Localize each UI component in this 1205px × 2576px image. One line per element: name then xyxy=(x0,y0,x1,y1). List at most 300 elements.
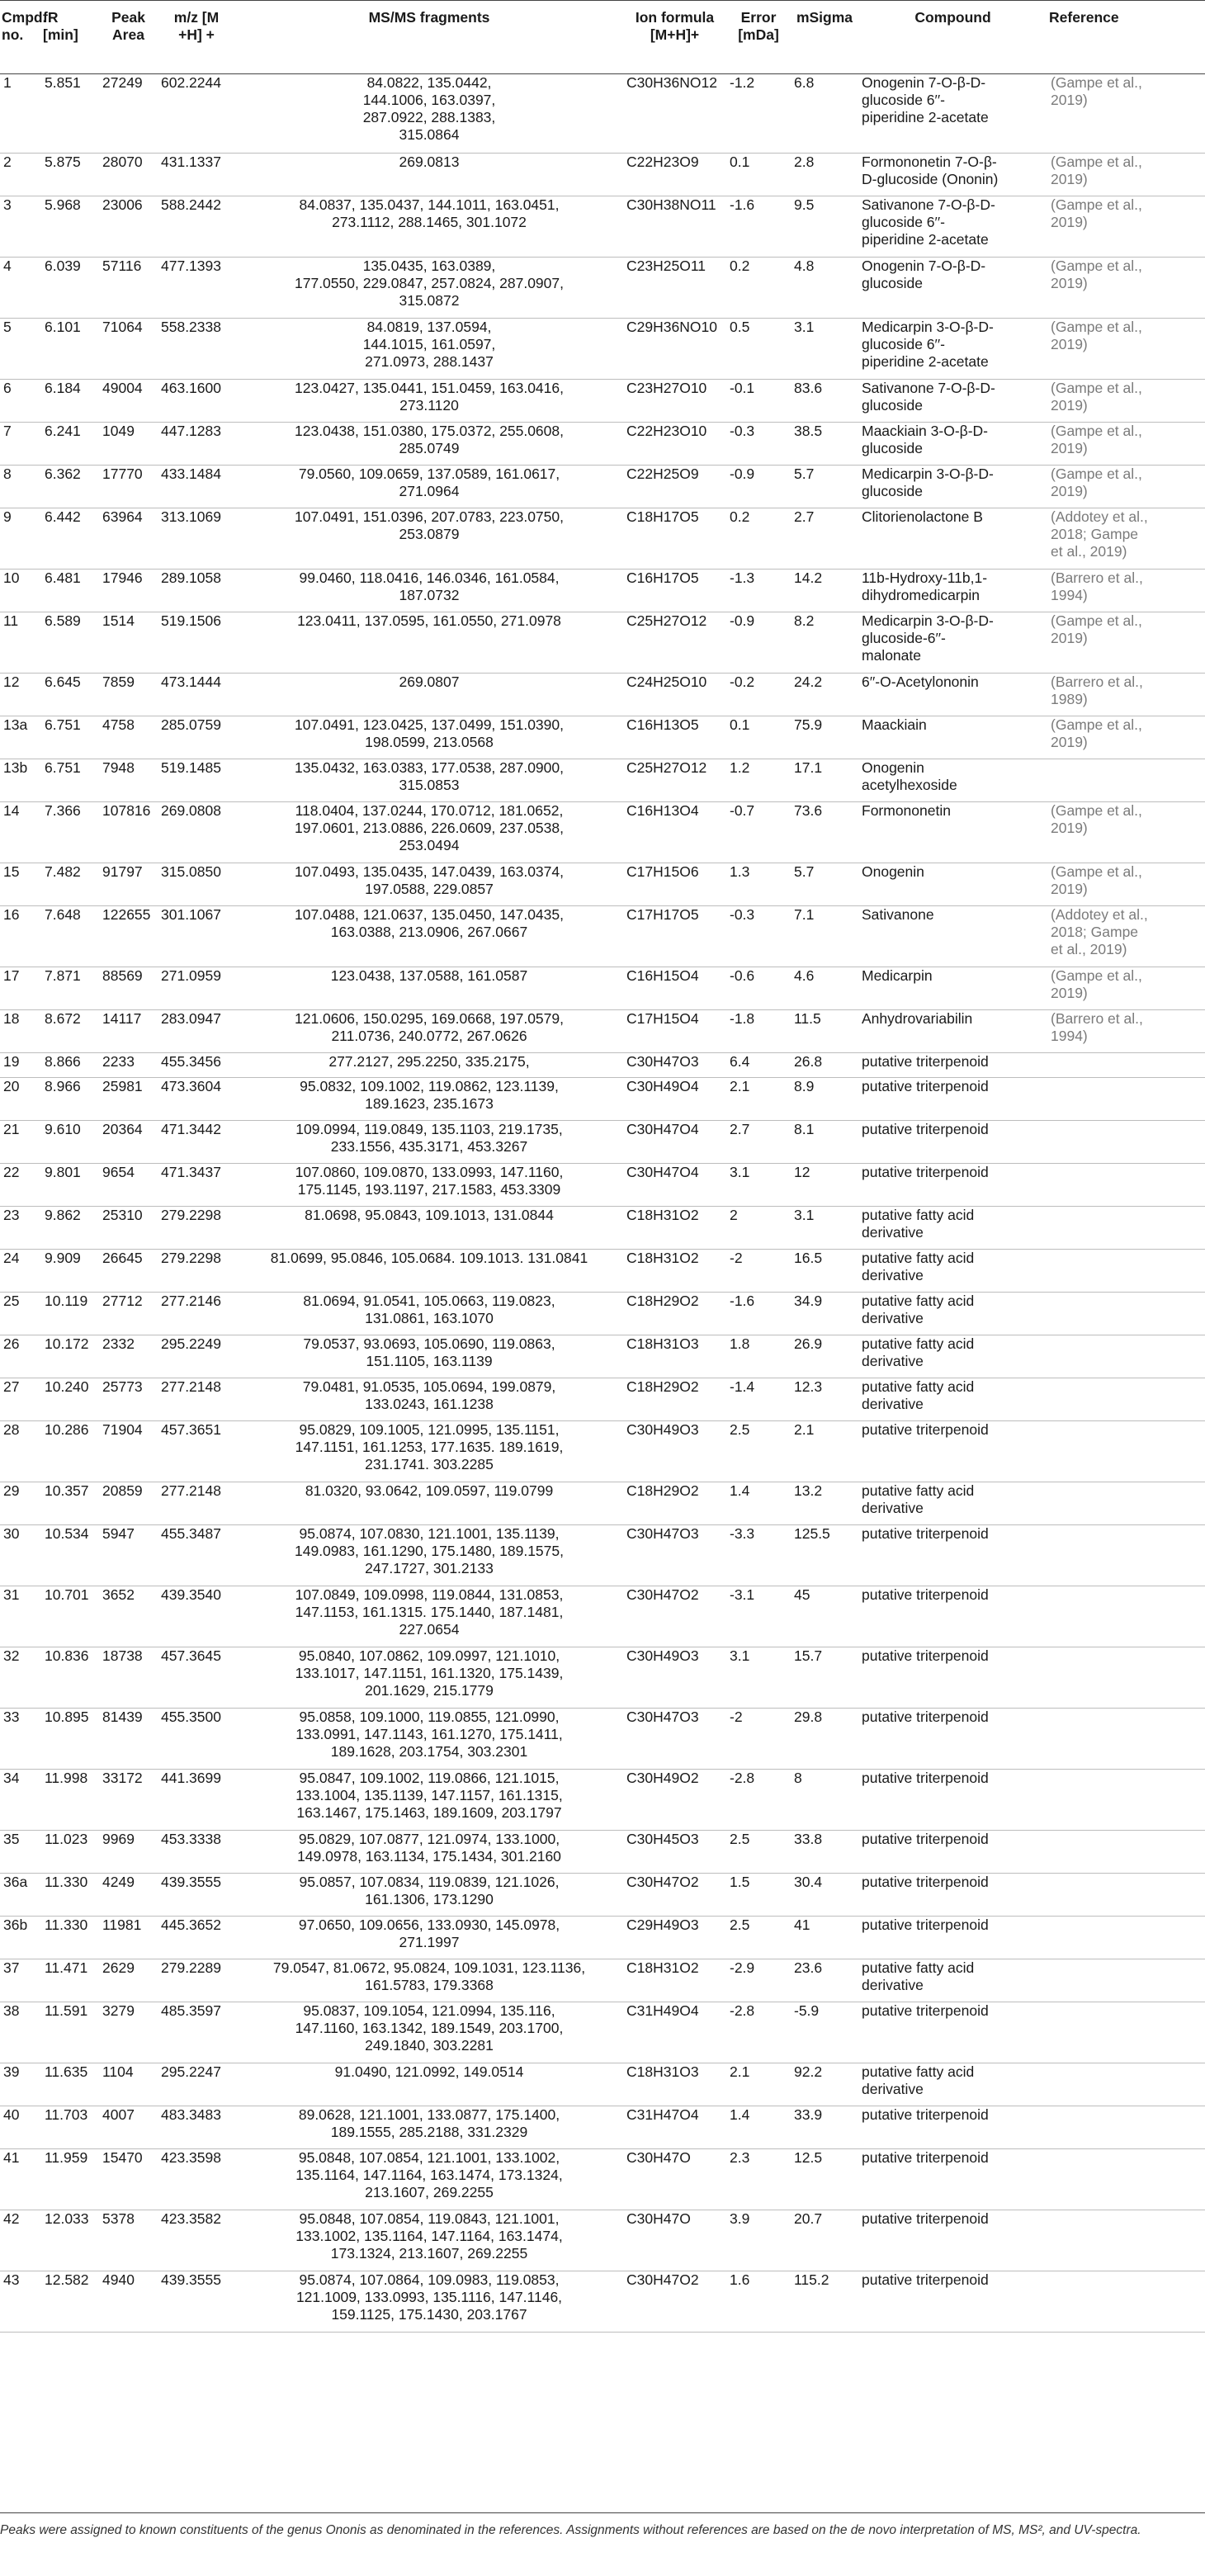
cell-cmpd-no: 40 xyxy=(0,2106,41,2149)
cell-compound: putative fatty acid derivative xyxy=(858,1250,1047,1293)
cell-ion-formula: C16H13O4 xyxy=(623,802,726,863)
cell-peak-area: 25981 xyxy=(99,1078,158,1121)
cell-peak-area: 91797 xyxy=(99,863,158,906)
cell-cmpd-no: 26 xyxy=(0,1335,41,1378)
cell-peak-area: 107816 xyxy=(99,802,158,863)
cell-ion-formula: C30H47O2 xyxy=(623,1874,726,1917)
cell-msigma: 4.6 xyxy=(791,967,858,1010)
cell-msms-fragments: 84.0837, 135.0437, 144.1011, 163.0451, 273.1112, 288.1465, 301.1072 xyxy=(235,196,623,258)
cell-msigma: 125.5 xyxy=(791,1525,858,1586)
cell-ion-formula: C31H49O4 xyxy=(623,2002,726,2063)
cell-peak-area: 1514 xyxy=(99,612,158,674)
table-row xyxy=(0,612,1205,674)
cell-compound: putative fatty acid derivative xyxy=(858,1293,1047,1335)
cell-error: -1.6 xyxy=(726,196,791,258)
cell-msigma: 3.1 xyxy=(791,1207,858,1250)
cell-peak-area: 14117 xyxy=(99,1010,158,1053)
cell-ion-formula: C18H31O2 xyxy=(623,1959,726,2002)
cell-reference xyxy=(1047,1121,1205,1164)
cell-reference: (Gampe et al., 2019) xyxy=(1047,802,1205,863)
cell-compound: Maackiain xyxy=(858,716,1047,759)
cell-compound: Medicarpin 3-O-β-D- glucoside 6′′- piperidine 2-acetate xyxy=(858,319,1047,380)
cell-mz: 279.2298 xyxy=(158,1207,235,1250)
cell-compound: putative triterpenoid xyxy=(858,1421,1047,1482)
table-row xyxy=(0,1378,1205,1421)
cell-msigma: 12.5 xyxy=(791,2149,858,2210)
cell-ion-formula: C24H25O10 xyxy=(623,674,726,716)
cell-compound: putative triterpenoid xyxy=(858,1078,1047,1121)
cell-mz: 453.3338 xyxy=(158,1831,235,1874)
cell-msms-fragments: 107.0493, 135.0435, 147.0439, 163.0374, 197.0588, 229.0857 xyxy=(235,863,623,906)
table-row xyxy=(0,967,1205,1010)
cell-ion-formula: C22H23O10 xyxy=(623,423,726,466)
cell-cmpd-no: 42 xyxy=(0,2210,41,2271)
cell-error: 0.5 xyxy=(726,319,791,380)
cell-msms-fragments: 269.0807 xyxy=(235,674,623,716)
cell-peak-area: 4758 xyxy=(99,716,158,759)
cell-msigma: 38.5 xyxy=(791,423,858,466)
cell-ion-formula: C23H25O11 xyxy=(623,258,726,319)
cell-msigma: 23.6 xyxy=(791,1959,858,2002)
cell-cmpd-no: 33 xyxy=(0,1709,41,1770)
cell-compound: putative triterpenoid xyxy=(858,2210,1047,2271)
cell-reference: (Addotey et al., 2018; Gampe et al., 2019) xyxy=(1047,906,1205,967)
cell-cmpd-no: 25 xyxy=(0,1293,41,1335)
cell-retention-time: 11.023 xyxy=(41,1831,99,1874)
cell-mz: 433.1484 xyxy=(158,466,235,508)
cell-retention-time: 9.862 xyxy=(41,1207,99,1250)
cell-cmpd-no: 38 xyxy=(0,2002,41,2063)
cell-mz: 295.2247 xyxy=(158,2063,235,2106)
cell-msigma: 17.1 xyxy=(791,759,858,802)
cell-retention-time: 6.101 xyxy=(41,319,99,380)
header-mz: m/z [M +H] + xyxy=(158,1,235,74)
cell-peak-area: 33172 xyxy=(99,1770,158,1831)
cell-compound: putative triterpenoid xyxy=(858,1709,1047,1770)
cell-mz: 483.3483 xyxy=(158,2106,235,2149)
table-row xyxy=(0,154,1205,196)
cell-peak-area: 23006 xyxy=(99,196,158,258)
cell-cmpd-no: 19 xyxy=(0,1053,41,1078)
cell-peak-area: 11981 xyxy=(99,1917,158,1959)
cell-mz: 588.2442 xyxy=(158,196,235,258)
cell-cmpd-no: 15 xyxy=(0,863,41,906)
table-row xyxy=(0,1293,1205,1335)
cell-peak-area: 27249 xyxy=(99,74,158,154)
cell-retention-time: 12.033 xyxy=(41,2210,99,2271)
table-row xyxy=(0,802,1205,863)
cell-error: 2.5 xyxy=(726,1831,791,1874)
cell-ion-formula: C31H47O4 xyxy=(623,2106,726,2149)
cell-ion-formula: C16H15O4 xyxy=(623,967,726,1010)
cell-mz: 441.3699 xyxy=(158,1770,235,1831)
cell-mz: 473.3604 xyxy=(158,1078,235,1121)
table-row xyxy=(0,2149,1205,2210)
cell-compound: Onogenin acetylhexoside xyxy=(858,759,1047,802)
cell-msigma: -5.9 xyxy=(791,2002,858,2063)
cell-retention-time: 8.966 xyxy=(41,1078,99,1121)
table-row xyxy=(0,1831,1205,1874)
cell-msms-fragments: 95.0832, 109.1002, 119.0862, 123.1139, 189.1623, 235.1673 xyxy=(235,1078,623,1121)
cell-cmpd-no: 18 xyxy=(0,1010,41,1053)
cell-cmpd-no: 7 xyxy=(0,423,41,466)
table-row xyxy=(0,1078,1205,1121)
cell-reference xyxy=(1047,1482,1205,1525)
cell-mz: 471.3437 xyxy=(158,1164,235,1207)
cell-msigma: 2.1 xyxy=(791,1421,858,1482)
cell-cmpd-no: 35 xyxy=(0,1831,41,1874)
table-row xyxy=(0,1010,1205,1053)
cell-reference xyxy=(1047,1335,1205,1378)
cell-compound: putative triterpenoid xyxy=(858,2106,1047,2149)
cell-cmpd-no: 23 xyxy=(0,1207,41,1250)
cell-error: -1.2 xyxy=(726,74,791,154)
cell-error: 0.1 xyxy=(726,716,791,759)
cell-peak-area: 5378 xyxy=(99,2210,158,2271)
cell-cmpd-no: 27 xyxy=(0,1378,41,1421)
cell-msms-fragments: 95.0829, 109.1005, 121.0995, 135.1151, 147.1151, 161.1253, 177.1635. 189.1619, 231.1741. 303.2285 xyxy=(235,1421,623,1482)
cell-error: -0.9 xyxy=(726,466,791,508)
cell-msms-fragments: 121.0606, 150.0295, 169.0668, 197.0579, 211.0736, 240.0772, 267.0626 xyxy=(235,1010,623,1053)
cell-msms-fragments: 95.0848, 107.0854, 119.0843, 121.1001, 133.1002, 135.1164, 147.1164, 163.1474, 173.1324, 213.1607, 269.2255 xyxy=(235,2210,623,2271)
table-row xyxy=(0,2106,1205,2149)
header-msms-fragments: MS/MS fragments xyxy=(235,1,623,74)
cell-mz: 602.2244 xyxy=(158,74,235,154)
cell-error: 2 xyxy=(726,1207,791,1250)
cell-ion-formula: C30H36NO12 xyxy=(623,74,726,154)
cell-cmpd-no: 31 xyxy=(0,1586,41,1647)
cell-peak-area: 7859 xyxy=(99,674,158,716)
cell-msms-fragments: 95.0858, 109.1000, 119.0855, 121.0990, 133.0991, 147.1143, 161.1270, 175.1411, 189.1628, 203.1754, 303.2301 xyxy=(235,1709,623,1770)
cell-retention-time: 10.119 xyxy=(41,1293,99,1335)
cell-reference xyxy=(1047,1917,1205,1959)
cell-mz: 558.2338 xyxy=(158,319,235,380)
cell-mz: 431.1337 xyxy=(158,154,235,196)
cell-retention-time: 6.184 xyxy=(41,380,99,423)
cell-mz: 423.3598 xyxy=(158,2149,235,2210)
cell-retention-time: 10.286 xyxy=(41,1421,99,1482)
cell-reference xyxy=(1047,2149,1205,2210)
cell-retention-time: 6.362 xyxy=(41,466,99,508)
table-row xyxy=(0,1647,1205,1709)
cell-ion-formula: C30H49O3 xyxy=(623,1421,726,1482)
cell-msigma: 5.7 xyxy=(791,466,858,508)
cell-ion-formula: C18H31O2 xyxy=(623,1207,726,1250)
cell-mz: 477.1393 xyxy=(158,258,235,319)
table-row xyxy=(0,423,1205,466)
cell-msms-fragments: 95.0857, 107.0834, 119.0839, 121.1026, 161.1306, 173.1290 xyxy=(235,1874,623,1917)
table-row xyxy=(0,2063,1205,2106)
cell-mz: 439.3555 xyxy=(158,1874,235,1917)
cell-ion-formula: C25H27O12 xyxy=(623,612,726,674)
cell-msigma: 12 xyxy=(791,1164,858,1207)
cell-compound: Anhydrovariabilin xyxy=(858,1010,1047,1053)
cell-compound: Clitorienolactone B xyxy=(858,508,1047,570)
cell-reference xyxy=(1047,1378,1205,1421)
cell-ion-formula: C30H47O xyxy=(623,2149,726,2210)
table-row xyxy=(0,1335,1205,1378)
cell-mz: 455.3487 xyxy=(158,1525,235,1586)
table-row xyxy=(0,1482,1205,1525)
table-row xyxy=(0,74,1205,154)
cell-compound: putative fatty acid derivative xyxy=(858,1482,1047,1525)
cell-cmpd-no: 24 xyxy=(0,1250,41,1293)
cell-peak-area: 28070 xyxy=(99,154,158,196)
cell-error: -1.6 xyxy=(726,1293,791,1335)
cell-msms-fragments: 81.0698, 95.0843, 109.1013, 131.0844 xyxy=(235,1207,623,1250)
cell-reference xyxy=(1047,1831,1205,1874)
table-row xyxy=(0,1917,1205,1959)
header-peak-area: Peak Area xyxy=(99,1,158,74)
cell-reference xyxy=(1047,1293,1205,1335)
cell-retention-time: 11.330 xyxy=(41,1917,99,1959)
cell-mz: 271.0959 xyxy=(158,967,235,1010)
table-row xyxy=(0,1709,1205,1770)
cell-retention-time: 11.471 xyxy=(41,1959,99,2002)
cell-error: -0.2 xyxy=(726,674,791,716)
cell-ion-formula: C30H47O3 xyxy=(623,1709,726,1770)
cell-peak-area: 9654 xyxy=(99,1164,158,1207)
cell-error: 2.3 xyxy=(726,2149,791,2210)
cell-peak-area: 1104 xyxy=(99,2063,158,2106)
cell-mz: 455.3500 xyxy=(158,1709,235,1770)
cell-error: 3.1 xyxy=(726,1647,791,1709)
cell-ion-formula: C17H17O5 xyxy=(623,906,726,967)
cell-cmpd-no: 16 xyxy=(0,906,41,967)
cell-peak-area: 49004 xyxy=(99,380,158,423)
cell-error: 0.2 xyxy=(726,508,791,570)
table-row xyxy=(0,759,1205,802)
cell-error: 1.2 xyxy=(726,759,791,802)
cell-reference xyxy=(1047,1053,1205,1078)
cell-reference: (Barrero et al., 1989) xyxy=(1047,674,1205,716)
cell-msms-fragments: 107.0849, 109.0998, 119.0844, 131.0853, 147.1153, 161.1315. 175.1440, 187.1481, 227.0654 xyxy=(235,1586,623,1647)
cell-reference: (Gampe et al., 2019) xyxy=(1047,154,1205,196)
cell-compound: Maackiain 3-O-β-D- glucoside xyxy=(858,423,1047,466)
cell-msms-fragments: 84.0822, 135.0442, 144.1006, 163.0397, 287.0922, 288.1383, 315.0864 xyxy=(235,74,623,154)
table-row xyxy=(0,674,1205,716)
cell-msms-fragments: 123.0438, 151.0380, 175.0372, 255.0608, 285.0749 xyxy=(235,423,623,466)
cell-reference xyxy=(1047,2271,1205,2333)
cell-reference xyxy=(1047,759,1205,802)
cell-msms-fragments: 91.0490, 121.0992, 149.0514 xyxy=(235,2063,623,2106)
table-row xyxy=(0,466,1205,508)
cell-mz: 277.2148 xyxy=(158,1482,235,1525)
cell-msigma: 26.8 xyxy=(791,1053,858,1078)
cell-msigma: 30.4 xyxy=(791,1874,858,1917)
cell-reference: (Gampe et al., 2019) xyxy=(1047,466,1205,508)
cell-msms-fragments: 79.0537, 93.0693, 105.0690, 119.0863, 151.1105, 163.1139 xyxy=(235,1335,623,1378)
cell-reference xyxy=(1047,1586,1205,1647)
cell-peak-area: 9969 xyxy=(99,1831,158,1874)
cell-reference: (Barrero et al., 1994) xyxy=(1047,1010,1205,1053)
table-row xyxy=(0,508,1205,570)
cell-compound: putative fatty acid derivative xyxy=(858,2063,1047,2106)
cell-msigma: 9.5 xyxy=(791,196,858,258)
cell-ion-formula: C30H45O3 xyxy=(623,1831,726,1874)
cell-compound: 6′′-O-Acetylononin xyxy=(858,674,1047,716)
cell-error: 1.5 xyxy=(726,1874,791,1917)
table-row xyxy=(0,716,1205,759)
cell-ion-formula: C23H27O10 xyxy=(623,380,726,423)
cell-error: 2.7 xyxy=(726,1121,791,1164)
cell-compound: Formononetin xyxy=(858,802,1047,863)
cell-mz: 439.3540 xyxy=(158,1586,235,1647)
header-compound: Compound xyxy=(858,1,1047,74)
cell-error: -1.4 xyxy=(726,1378,791,1421)
cell-peak-area: 2629 xyxy=(99,1959,158,2002)
cell-cmpd-no: 37 xyxy=(0,1959,41,2002)
cell-compound: Sativanone 7-O-β-D- glucoside xyxy=(858,380,1047,423)
table-row xyxy=(0,1250,1205,1293)
cell-compound: putative triterpenoid xyxy=(858,2149,1047,2210)
cell-peak-area: 4007 xyxy=(99,2106,158,2149)
cell-ion-formula: C30H49O3 xyxy=(623,1647,726,1709)
cell-msms-fragments: 95.0874, 107.0830, 121.1001, 135.1139, 149.0983, 161.1290, 175.1480, 189.1575, 247.1727, 301.2133 xyxy=(235,1525,623,1586)
cell-msigma: 8.2 xyxy=(791,612,858,674)
table-row xyxy=(0,2002,1205,2063)
cell-mz: 463.1600 xyxy=(158,380,235,423)
cell-msigma: 26.9 xyxy=(791,1335,858,1378)
cell-msms-fragments: 81.0320, 93.0642, 109.0597, 119.0799 xyxy=(235,1482,623,1525)
cell-mz: 279.2298 xyxy=(158,1250,235,1293)
cell-reference: (Gampe et al., 2019) xyxy=(1047,196,1205,258)
cell-msigma: 3.1 xyxy=(791,319,858,380)
cell-msms-fragments: 81.0694, 91.0541, 105.0663, 119.0823, 131.0861, 163.1070 xyxy=(235,1293,623,1335)
cell-mz: 289.1058 xyxy=(158,570,235,612)
cell-ion-formula: C18H29O2 xyxy=(623,1482,726,1525)
cell-error: -3.3 xyxy=(726,1525,791,1586)
cell-error: 6.4 xyxy=(726,1053,791,1078)
cell-msms-fragments: 95.0847, 109.1002, 119.0866, 121.1015, 133.1004, 135.1139, 147.1157, 161.1315, 163.1467, 175.1463, 189.1609, 203.1797 xyxy=(235,1770,623,1831)
cell-mz: 439.3555 xyxy=(158,2271,235,2333)
cell-retention-time: 12.582 xyxy=(41,2271,99,2333)
cell-msigma: 33.9 xyxy=(791,2106,858,2149)
cell-peak-area: 81439 xyxy=(99,1709,158,1770)
cell-mz: 295.2249 xyxy=(158,1335,235,1378)
cell-reference xyxy=(1047,1959,1205,2002)
cell-ion-formula: C22H23O9 xyxy=(623,154,726,196)
cell-ion-formula: C18H29O2 xyxy=(623,1378,726,1421)
cell-error: -0.9 xyxy=(726,612,791,674)
cell-cmpd-no: 6 xyxy=(0,380,41,423)
cell-retention-time: 10.701 xyxy=(41,1586,99,1647)
cell-retention-time: 8.672 xyxy=(41,1010,99,1053)
cell-ion-formula: C25H27O12 xyxy=(623,759,726,802)
cell-compound: putative triterpenoid xyxy=(858,1770,1047,1831)
cell-reference: (Gampe et al., 2019) xyxy=(1047,319,1205,380)
cell-cmpd-no: 21 xyxy=(0,1121,41,1164)
cell-ion-formula: C16H13O5 xyxy=(623,716,726,759)
cell-msms-fragments: 107.0860, 109.0870, 133.0993, 147.1160, 175.1145, 193.1197, 217.1583, 453.3309 xyxy=(235,1164,623,1207)
cell-msms-fragments: 135.0432, 163.0383, 177.0538, 287.0900, 315.0853 xyxy=(235,759,623,802)
cell-reference: (Gampe et al., 2019) xyxy=(1047,380,1205,423)
cell-retention-time: 5.875 xyxy=(41,154,99,196)
cell-error: -1.3 xyxy=(726,570,791,612)
table-row xyxy=(0,1959,1205,2002)
cell-error: 3.9 xyxy=(726,2210,791,2271)
header-cmpd-no: Cmpd. no. xyxy=(0,1,41,74)
cell-cmpd-no: 4 xyxy=(0,258,41,319)
cell-cmpd-no: 11 xyxy=(0,612,41,674)
cell-cmpd-no: 32 xyxy=(0,1647,41,1709)
cell-peak-area: 122655 xyxy=(99,906,158,967)
cell-compound: Medicarpin xyxy=(858,967,1047,1010)
cell-cmpd-no: 13a xyxy=(0,716,41,759)
cell-reference: (Gampe et al., 2019) xyxy=(1047,716,1205,759)
cell-msms-fragments: 107.0491, 151.0396, 207.0783, 223.0750, 253.0879 xyxy=(235,508,623,570)
cell-msigma: 115.2 xyxy=(791,2271,858,2333)
cell-retention-time: 11.330 xyxy=(41,1874,99,1917)
cell-reference: (Gampe et al., 2019) xyxy=(1047,258,1205,319)
table-row xyxy=(0,570,1205,612)
cell-compound: putative triterpenoid xyxy=(858,1874,1047,1917)
cell-mz: 473.1444 xyxy=(158,674,235,716)
cell-compound: putative triterpenoid xyxy=(858,1525,1047,1586)
cell-reference: (Gampe et al., 2019) xyxy=(1047,967,1205,1010)
cell-ion-formula: C30H49O4 xyxy=(623,1078,726,1121)
cell-peak-area: 2233 xyxy=(99,1053,158,1078)
cell-mz: 313.1069 xyxy=(158,508,235,570)
cell-msms-fragments: 95.0840, 107.0862, 109.0997, 121.1010, 133.1017, 147.1151, 161.1320, 175.1439, 201.1629, 215.1779 xyxy=(235,1647,623,1709)
cell-retention-time: 6.039 xyxy=(41,258,99,319)
header-retention-time: fR [min] xyxy=(41,1,99,74)
cell-compound: putative triterpenoid xyxy=(858,1053,1047,1078)
cell-retention-time: 7.482 xyxy=(41,863,99,906)
cell-mz: 519.1506 xyxy=(158,612,235,674)
cell-cmpd-no: 41 xyxy=(0,2149,41,2210)
cell-ion-formula: C30H47O3 xyxy=(623,1525,726,1586)
cell-msigma: 29.8 xyxy=(791,1709,858,1770)
cell-reference xyxy=(1047,2063,1205,2106)
header-row xyxy=(0,1,1205,74)
cell-compound: Sativanone 7-O-β-D- glucoside 6′′- piperidine 2-acetate xyxy=(858,196,1047,258)
cell-error: -0.6 xyxy=(726,967,791,1010)
cell-reference: (Gampe et al., 2019) xyxy=(1047,74,1205,154)
table-row xyxy=(0,2271,1205,2333)
cell-error: 1.6 xyxy=(726,2271,791,2333)
cell-peak-area: 26645 xyxy=(99,1250,158,1293)
cell-retention-time: 9.909 xyxy=(41,1250,99,1293)
cell-peak-area: 17946 xyxy=(99,570,158,612)
cell-cmpd-no: 1 xyxy=(0,74,41,154)
cell-msigma: 15.7 xyxy=(791,1647,858,1709)
cell-reference xyxy=(1047,2106,1205,2149)
cell-reference xyxy=(1047,1250,1205,1293)
cell-compound: Onogenin 7-O-β-D- glucoside xyxy=(858,258,1047,319)
cell-compound: putative triterpenoid xyxy=(858,1917,1047,1959)
cell-reference xyxy=(1047,2002,1205,2063)
table-row xyxy=(0,1207,1205,1250)
cell-cmpd-no: 39 xyxy=(0,2063,41,2106)
cell-peak-area: 3279 xyxy=(99,2002,158,2063)
cell-retention-time: 10.836 xyxy=(41,1647,99,1709)
cell-compound: putative fatty acid derivative xyxy=(858,1335,1047,1378)
cell-msms-fragments: 135.0435, 163.0389, 177.0550, 229.0847, 257.0824, 287.0907, 315.0872 xyxy=(235,258,623,319)
table-row xyxy=(0,2210,1205,2271)
cell-peak-area: 18738 xyxy=(99,1647,158,1709)
cell-cmpd-no: 10 xyxy=(0,570,41,612)
cell-msms-fragments: 95.0829, 107.0877, 121.0974, 133.1000, 149.0978, 163.1134, 175.1434, 301.2160 xyxy=(235,1831,623,1874)
cell-retention-time: 6.751 xyxy=(41,759,99,802)
cell-peak-area: 88569 xyxy=(99,967,158,1010)
cell-peak-area: 15470 xyxy=(99,2149,158,2210)
cell-compound: Onogenin xyxy=(858,863,1047,906)
cell-msigma: 12.3 xyxy=(791,1378,858,1421)
table-body xyxy=(0,74,1205,2333)
table-row xyxy=(0,1421,1205,1482)
table-row xyxy=(0,863,1205,906)
